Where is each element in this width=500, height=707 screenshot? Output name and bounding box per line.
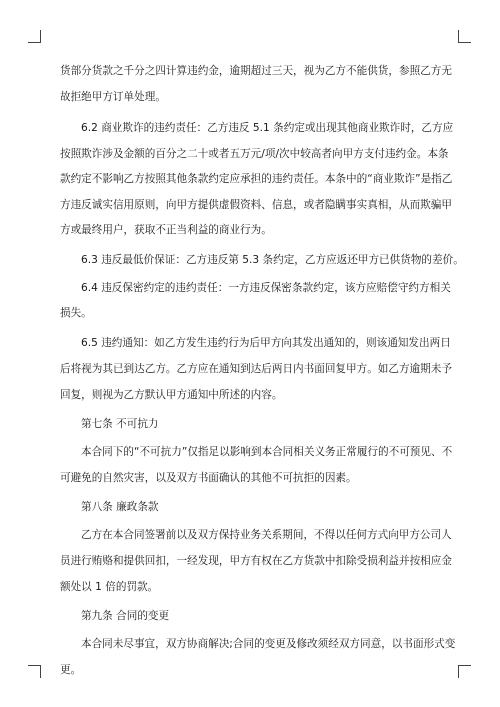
text-line: 员进行贿赂和提供回扣，一经发现，甲方有权在乙方货款中扣除受损利益并按相应金	[60, 555, 452, 567]
crop-mark-top-right-h	[458, 42, 471, 43]
article-7-heading: 第七条 不可抗力	[81, 418, 159, 430]
clause-6-4-heading-line: 6.4 违反保密约定的违约责任：一方违反保密条款约定，该方应赔偿守约方相关	[81, 282, 451, 294]
text-line: 更。	[60, 664, 82, 676]
text-line: 货部分货款之千分之四计算违约金，逾期超过三天，视为乙方不能供货，参照乙方无	[60, 65, 452, 77]
article-9-heading: 第九条 合同的变更	[81, 610, 170, 622]
article-7-first-line: 本合同下的“不可抗力”仅指足以影响到本合同相关义务正常履行的不可预见、不	[81, 446, 453, 458]
clause-6-2-heading-line: 6.2 商业欺诈的违约责任：乙方违反 5.1 条约定或出现其他商业欺诈时，乙方应	[81, 122, 454, 134]
crop-mark-bottom-right-v	[458, 665, 459, 678]
article-8-first-line: 乙方在本合同签署前以及双方保持业务关系期间，不得以任何方式向甲方公司人	[81, 529, 452, 541]
text-line: 损失。	[60, 307, 92, 319]
text-line: 款约定不影响乙方按照其他条款约定应承担的违约责任。本条中的“商业欺诈”是指乙	[60, 173, 453, 185]
article-9-first-line: 本合同未尽事宜，双方协商解决;合同的变更及修改须经双方同意，以书面形式变	[81, 638, 456, 650]
text-line: 后将视为其已到达乙方。乙方应在通知到达后两日内书面回复甲方。如乙方逾期未予	[60, 363, 452, 375]
text-line: 回复，则视为乙方默认甲方通知中所述的内容。	[60, 389, 283, 401]
text-line: 故拒绝甲方订单处理。	[60, 91, 166, 103]
clause-6-5-heading-line: 6.5 违约通知：如乙方发生违约行为后甲方向其发出通知的，则该通知发出两日	[81, 337, 451, 349]
text-line: 方违反诚实信用原则，向甲方提供虚假资料、信息，或者隐瞒事实真相，从而欺骗甲	[60, 199, 452, 211]
crop-mark-bottom-left-v	[40, 665, 41, 678]
text-line: 方或最终用户，获取不正当利益的商业行为。	[60, 224, 272, 236]
text-line: 额处以 1 倍的罚款。	[60, 581, 159, 593]
article-8-heading: 第八条 廉政条款	[81, 501, 159, 513]
crop-mark-top-left-v	[40, 30, 41, 43]
text-line: 按照欺诈涉及金额的百分之二十或者五万元/项/次中较高者向甲方支付违约金。本条	[60, 148, 449, 160]
clause-6-3-line: 6.3 违反最低价保证：乙方违反第 5.3 条约定，乙方应返还甲方已供货物的差价。	[81, 254, 464, 266]
crop-mark-top-right-v	[458, 30, 459, 43]
crop-mark-bottom-right-h	[458, 665, 471, 666]
text-line: 可避免的自然灾害，以及双方书面确认的其他不可抗拒的因素。	[60, 472, 357, 484]
